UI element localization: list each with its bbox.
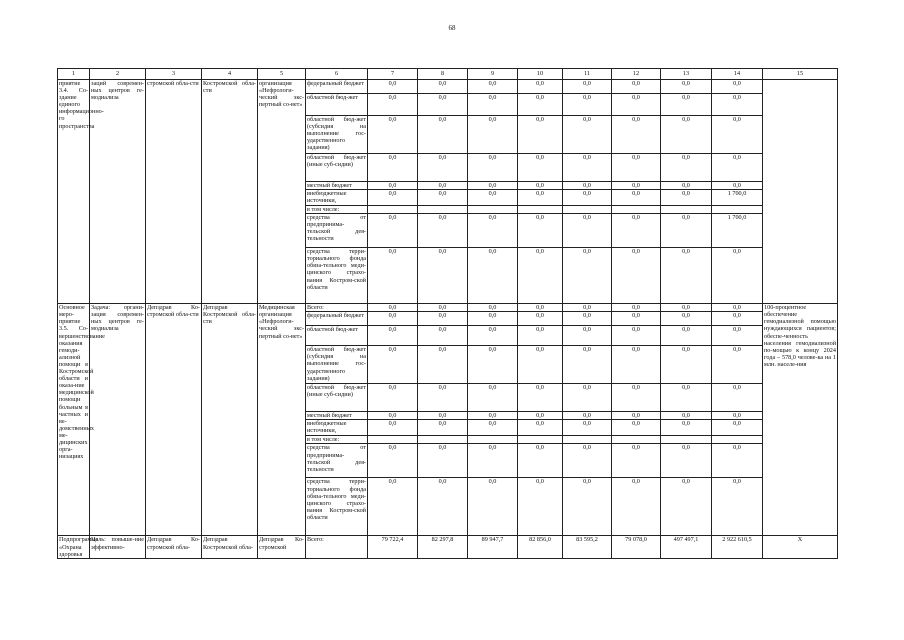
value-cell: 0,0 [518,248,563,304]
value-cell: 0,0 [368,154,418,182]
header-cell-4: 4 [202,69,258,80]
value-cell [468,436,518,444]
funding-source-label: внебюджетные источники, [306,420,368,436]
value-cell: 0,0 [468,154,518,182]
value-cell: 0,0 [518,312,563,326]
value-cell: 0,0 [661,326,712,346]
value-cell: 0,0 [712,94,763,116]
value-cell: 0,0 [468,80,518,94]
value-cell: 0,0 [418,80,468,94]
funding-source-label: Всего: [306,536,368,558]
value-cell: 0,0 [368,190,418,206]
header-cell-12: 12 [612,69,661,80]
value-cell: 0,0 [518,80,563,94]
value-cell: 0,0 [563,412,612,420]
value-cell: 0,0 [563,312,612,326]
block2-c5-cell: Медицинская организация «Нефрологи-ческий экс-пертный со-вет» [258,304,306,536]
value-cell: 0,0 [712,312,763,326]
funding-source-label: Всего: [306,304,368,312]
value-cell: 0,0 [612,182,661,190]
funding-source-label: федеральный бюджет [306,312,368,326]
table-row-subprogram [58,536,838,558]
value-cell: 0,0 [518,304,563,312]
value-cell: 0,0 [612,444,661,478]
value-cell: 0,0 [712,326,763,346]
value-cell: 0,0 [468,304,518,312]
header-cell-11: 11 [563,69,612,80]
header-cell-2: 2 [90,69,146,80]
value-cell: 83 595,2 [563,536,612,558]
value-cell: 82 297,8 [418,536,468,558]
value-cell [368,206,418,214]
block2-c1-cell: Основное меро-приятие 3.5. Со-вершенствование оказания гемоди-ализной помощи в Костромской области и оказа-ние медицинской помощи больным в частных и ве-домственных ме-дицинских орга-низациях [58,304,90,536]
header-cell-5: 5 [258,69,306,80]
value-cell: 0,0 [612,248,661,304]
value-cell: 0,0 [661,190,712,206]
value-cell: 0,0 [418,478,468,536]
value-cell: 0,0 [563,116,612,154]
value-cell: 0,0 [518,412,563,420]
funding-source-label: средства терри-ториального фонда обяза-тельного меди-цинского страхо-вания Костром-ской области [306,478,368,536]
value-cell: 0,0 [661,478,712,536]
header-cell-6: 6 [306,69,368,80]
value-cell: 0,0 [418,312,468,326]
value-cell: 0,0 [418,190,468,206]
value-cell: 0,0 [712,444,763,478]
funding-source-label: средства от предпринима-тельской дея-тельности [306,214,368,248]
funding-source-label: федеральный бюджет [306,80,368,94]
value-cell: 0,0 [661,304,712,312]
block3-c1-cell: Подпрограмма «Охрана здоровья [59,536,98,558]
value-cell: 0,0 [468,116,518,154]
value-cell: 0,0 [418,346,468,384]
value-cell: 0,0 [612,214,661,248]
value-cell: 1 700,0 [712,214,763,248]
value-cell: 0,0 [661,182,712,190]
funding-source-label: областной бюд-жет (субсидия на выполнение гос-ударственного задания) [306,346,368,384]
value-cell: 0,0 [612,154,661,182]
value-cell: 0,0 [468,94,518,116]
value-cell: 0,0 [418,248,468,304]
funding-source-label: местный бюджет [306,182,368,190]
header-cell-8: 8 [418,69,468,80]
header-cell-15: 15 [763,69,838,80]
value-cell: 0,0 [518,190,563,206]
value-cell: 0,0 [712,384,763,412]
value-cell: 79 722,4 [368,536,418,558]
funding-source-label: в том числе: [306,436,368,444]
value-cell: 0,0 [712,116,763,154]
value-cell: 0,0 [368,94,418,116]
value-cell: 0,0 [468,326,518,346]
value-cell: 0,0 [661,444,712,478]
value-cell: 0,0 [368,346,418,384]
value-cell: 0,0 [518,214,563,248]
block3-c4-cell: Депздрав Костромской обла- [202,536,258,558]
value-cell: 82 856,0 [518,536,563,558]
value-cell: 0,0 [563,420,612,436]
value-cell: 0,0 [418,304,468,312]
value-cell [661,436,712,444]
funding-source-label: областной бюд-жет [306,326,368,346]
value-cell: 0,0 [661,214,712,248]
value-cell: 0,0 [712,412,763,420]
value-cell: 0,0 [612,190,661,206]
value-cell: 0,0 [518,94,563,116]
value-cell: 0,0 [563,80,612,94]
value-cell: 0,0 [612,346,661,384]
value-cell: 0,0 [712,478,763,536]
value-cell: 0,0 [518,116,563,154]
value-cell: 0,0 [563,214,612,248]
value-cell: 0,0 [368,116,418,154]
value-cell: 0,0 [563,384,612,412]
value-cell: 0,0 [712,80,763,94]
value-cell: 0,0 [468,384,518,412]
block1-c15-cell [763,80,838,304]
value-cell: 0,0 [368,214,418,248]
value-cell: 0,0 [563,182,612,190]
value-cell [518,206,563,214]
value-cell: 0,0 [368,80,418,94]
block2-c3-cell: Депздрав Ко-стромской обла-сти [146,304,202,536]
value-cell: 0,0 [712,154,763,182]
value-cell: 0,0 [563,154,612,182]
value-cell: 0,0 [368,384,418,412]
value-cell: 0,0 [661,154,712,182]
block1-c2-cell: заций современ-ных центров ге-модиализа [90,80,146,304]
value-cell: 0,0 [518,444,563,478]
value-cell: 0,0 [518,420,563,436]
value-cell: 0,0 [661,94,712,116]
value-cell: 0,0 [612,80,661,94]
value-cell: 0,0 [563,248,612,304]
value-cell: 0,0 [518,326,563,346]
value-cell: 0,0 [418,326,468,346]
value-cell: 0,0 [418,182,468,190]
value-cell [518,436,563,444]
block1-c1-cell: приятие 3.4. Со-здание единого информационно-го пространства [58,80,90,304]
value-cell: 0,0 [712,304,763,312]
value-cell: 0,0 [368,478,418,536]
value-cell [563,436,612,444]
value-cell: 497 497,1 [661,536,712,558]
value-cell: 0,0 [661,248,712,304]
block2-c15-cell: 100-процентное обеспечение гемодиализной помощью нуждающихся пациентов; обеспе-ченность населения гемодиализной по-мощью к концу 2024 года – 578,0 челове-ка на 1 млн. населе-ния [763,304,838,536]
value-cell: 0,0 [612,478,661,536]
value-cell: 0,0 [563,478,612,536]
value-cell: 0,0 [468,412,518,420]
value-cell: 0,0 [468,190,518,206]
funding-source-label: областной бюд-жет [306,94,368,116]
value-cell: 0,0 [661,312,712,326]
value-cell: 0,0 [468,312,518,326]
value-cell: 0,0 [518,154,563,182]
value-cell: 0,0 [563,326,612,346]
value-cell: 0,0 [468,420,518,436]
value-cell [661,206,712,214]
value-cell [563,206,612,214]
value-cell: 0,0 [368,248,418,304]
value-cell: 0,0 [612,412,661,420]
value-cell: 0,0 [661,80,712,94]
funding-source-label: средства от предпринима-тельской дея-тельности [306,444,368,478]
value-cell: 0,0 [468,346,518,384]
value-cell: 0,0 [563,304,612,312]
value-cell: 0,0 [612,304,661,312]
value-cell: 0,0 [712,182,763,190]
value-cell: 0,0 [418,116,468,154]
value-cell: 0,0 [612,116,661,154]
value-cell: 0,0 [612,312,661,326]
block2-c2-cell: Задача: органи-зация современ-ных центров ге-модиализа [90,304,146,536]
value-cell: 0,0 [518,182,563,190]
value-cell: 0,0 [368,182,418,190]
page-number: 68 [448,24,456,32]
value-cell: 0,0 [418,154,468,182]
value-cell: 0,0 [418,214,468,248]
header-cell-14: 14 [712,69,763,80]
value-cell: 0,0 [661,346,712,384]
value-cell: 0,0 [563,346,612,384]
funding-source-label: местный бюджет [306,412,368,420]
value-cell [368,436,418,444]
value-cell: 0,0 [418,412,468,420]
value-cell: 0,0 [712,346,763,384]
block1-c5-cell: организация «Нефрологи-ческий экс-пертный со-вет» [258,80,306,304]
funding-source-label: областной бюд-жет (субсидия на выполнение гос-ударственного задания) [306,116,368,154]
value-cell: 0,0 [468,478,518,536]
value-cell: 0,0 [612,326,661,346]
value-cell: 0,0 [563,190,612,206]
value-cell: 0,0 [661,412,712,420]
value-cell: 1 700,0 [712,190,763,206]
header-cell-3: 3 [146,69,202,80]
value-cell: 0,0 [468,182,518,190]
value-cell: 0,0 [368,312,418,326]
block3-c2-cell: Цель: повыше-ние эффективно- [90,536,146,558]
funding-source-label: средства терри-ториального фонда обяза-тельного меди-цинского страхо-вания Костром-ской области [306,248,368,304]
value-cell: 0,0 [612,420,661,436]
value-cell: 0,0 [612,94,661,116]
value-cell [612,206,661,214]
funding-source-label: в том числе: [306,206,368,214]
value-cell [418,436,468,444]
value-cell: 0,0 [518,384,563,412]
value-cell: 0,0 [563,444,612,478]
header-cell-9: 9 [468,69,518,80]
table-row [58,304,838,312]
block3-c3-cell: Депздрав Ко-стромской обла- [146,536,202,558]
funding-source-label: областной бюд-жет (иные суб-сидии) [306,154,368,182]
value-cell: 0,0 [368,304,418,312]
value-cell: 2 922 610,5 [712,536,763,558]
value-cell: 0,0 [418,384,468,412]
value-cell: 0,0 [368,412,418,420]
value-cell [612,436,661,444]
value-cell [712,206,763,214]
value-cell: 0,0 [563,94,612,116]
value-cell [712,436,763,444]
value-cell: 0,0 [468,444,518,478]
value-cell: 0,0 [661,420,712,436]
value-cell: 0,0 [368,420,418,436]
value-cell: 79 078,0 [612,536,661,558]
value-cell: 0,0 [418,444,468,478]
header-cell-13: 13 [661,69,712,80]
block1-c3-cell: стромской обла-сти [146,80,202,304]
header-cell-10: 10 [518,69,563,80]
value-cell: 0,0 [712,248,763,304]
value-cell: 0,0 [612,384,661,412]
value-cell: 0,0 [712,420,763,436]
value-cell: 0,0 [418,94,468,116]
budget-table [57,68,838,559]
block1-c4-cell: Костромской обла-сти [202,80,258,304]
header-cell-7: 7 [368,69,418,80]
funding-source-label: внебюджетные источники, [306,190,368,206]
header-cell-1: 1 [58,69,90,80]
value-cell: 0,0 [368,326,418,346]
table-header-row [58,69,838,80]
value-cell: 0,0 [661,116,712,154]
value-cell: 0,0 [518,346,563,384]
block3-c5-cell: Депздрав Ко-стромской [258,536,306,558]
value-cell: 89 947,7 [468,536,518,558]
table-row [58,80,838,94]
value-cell [418,206,468,214]
value-cell: 0,0 [468,214,518,248]
value-cell [468,206,518,214]
value-cell: 0,0 [418,420,468,436]
value-cell: 0,0 [518,478,563,536]
funding-source-label: областной бюд-жет (иные суб-сидии) [306,384,368,412]
block2-c4-cell: Депздрав Костромской обла-сти [202,304,258,536]
value-cell: 0,0 [661,384,712,412]
block3-c15-cell: X [763,536,838,558]
value-cell: 0,0 [468,248,518,304]
value-cell: 0,0 [368,444,418,478]
